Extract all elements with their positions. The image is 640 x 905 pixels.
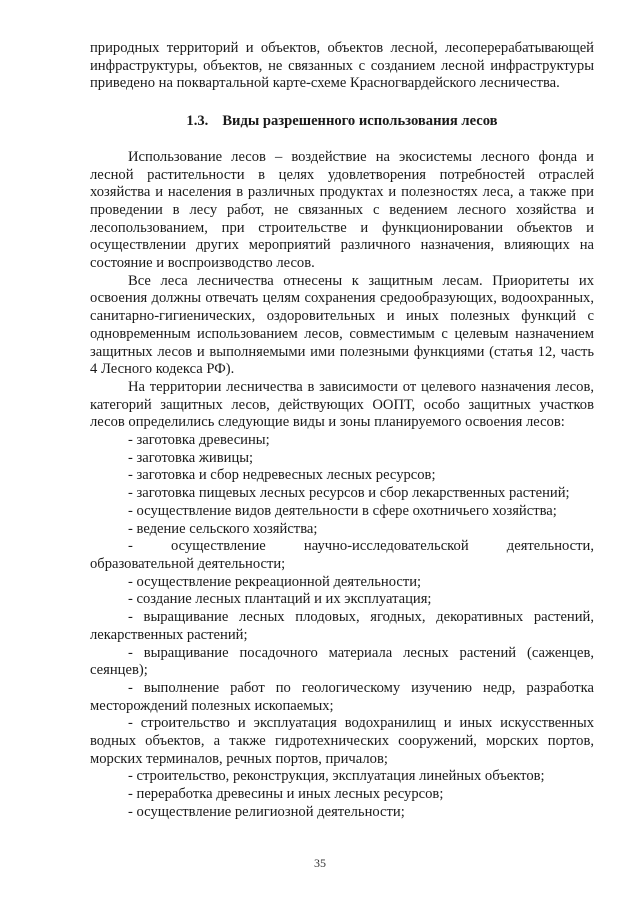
list-item: - заготовка живицы; <box>128 449 254 466</box>
list-item: - заготовка пищевых лесных ресурсов и сбор лекарственных растений; <box>128 485 570 502</box>
list-item: - выращивание лесных плодовых, ягодных, декоративных растений, лекарственных растений; <box>90 609 594 643</box>
paragraph-usage-zones: На территории лесничества в зависимости от целевого назначения лесов, категорий защитных лесов, действующих ООПТ, особо защитных участков лесов определились следующие виды и зоны планируемого освоения лесов: <box>90 378 594 431</box>
intro-paragraph: природных территорий и объектов, объектов лесной, лесоперерабатывающей инфраструктуры, объектов, не связанных с созданием лесной инфраструктуры приведено на поквартальной карте-схеме Красногвардейского лесничества. <box>90 40 594 92</box>
list-item: - осуществление религиозной деятельности; <box>128 803 405 820</box>
list-item: - строительство, реконструкция, эксплуатация линейных объектов; <box>128 768 545 785</box>
section-number: 1.3. <box>186 113 209 130</box>
paragraph-definition: Использование лесов – воздействие на экосистемы лесного фонда и лесной растительности в целях удовлетворения потребностей отраслей хозяйства и населения в различных продуктах и полезностях леса, а также при проведении в лесу работ, не связанных с ведением лесного хозяйства и лесопользованием, при строительстве и функционировании объектов и осуществлении других мероприятий различного назначения, влияющих на состояние и воспроизводство лесов. <box>90 148 594 272</box>
paragraph-protective-forests: Все леса лесничества отнесены к защитным лесам. Приоритеты их освоения должны отвечать целям сохранения средообразующих, водоохранных, санитарно-гигиенических, оздоровительных и иных полезных функций с одновременным использованием лесов, совместимым с целевым назначением защитных лесов и выполняемыми ими полезными функциями (статья 12, часть 4 Лесного кодекса РФ). <box>90 272 594 378</box>
list-item: - заготовка и сбор недревесных лесных ресурсов; <box>128 467 436 484</box>
list-item: - осуществление рекреационной деятельности; <box>128 573 422 590</box>
list-item: - переработка древесины и иных лесных ресурсов; <box>128 786 444 803</box>
list-item: - ведение сельского хозяйства; <box>128 520 318 537</box>
page-number: 35 <box>314 856 326 870</box>
list-item: - заготовка древесины; <box>128 432 270 449</box>
section-title: Виды разрешенного использования лесов <box>222 113 498 130</box>
list-item: - создание лесных плантаций и их эксплуатация; <box>128 591 432 608</box>
page-content <box>90 40 594 822</box>
list-item: - осуществление научно-исследовательской деятельности, образовательной деятельности; <box>90 538 594 572</box>
list-item: - осуществление видов деятельности в сфере охотничьего хозяйства; <box>128 502 557 519</box>
list-item: - выполнение работ по геологическому изучению недр, разработка месторождений полезных ископаемых; <box>90 679 594 714</box>
usage-types-list <box>90 432 594 821</box>
list-item: - строительство и эксплуатация водохранилищ и иных искусственных водных объектов, а также гидротехнических сооружений, морских портов, морских терминалов, речных портов, причалов; <box>90 715 594 767</box>
list-item: - выращивание посадочного материала лесных растений (саженцев, сеянцев); <box>90 644 594 679</box>
section-heading <box>90 113 594 131</box>
